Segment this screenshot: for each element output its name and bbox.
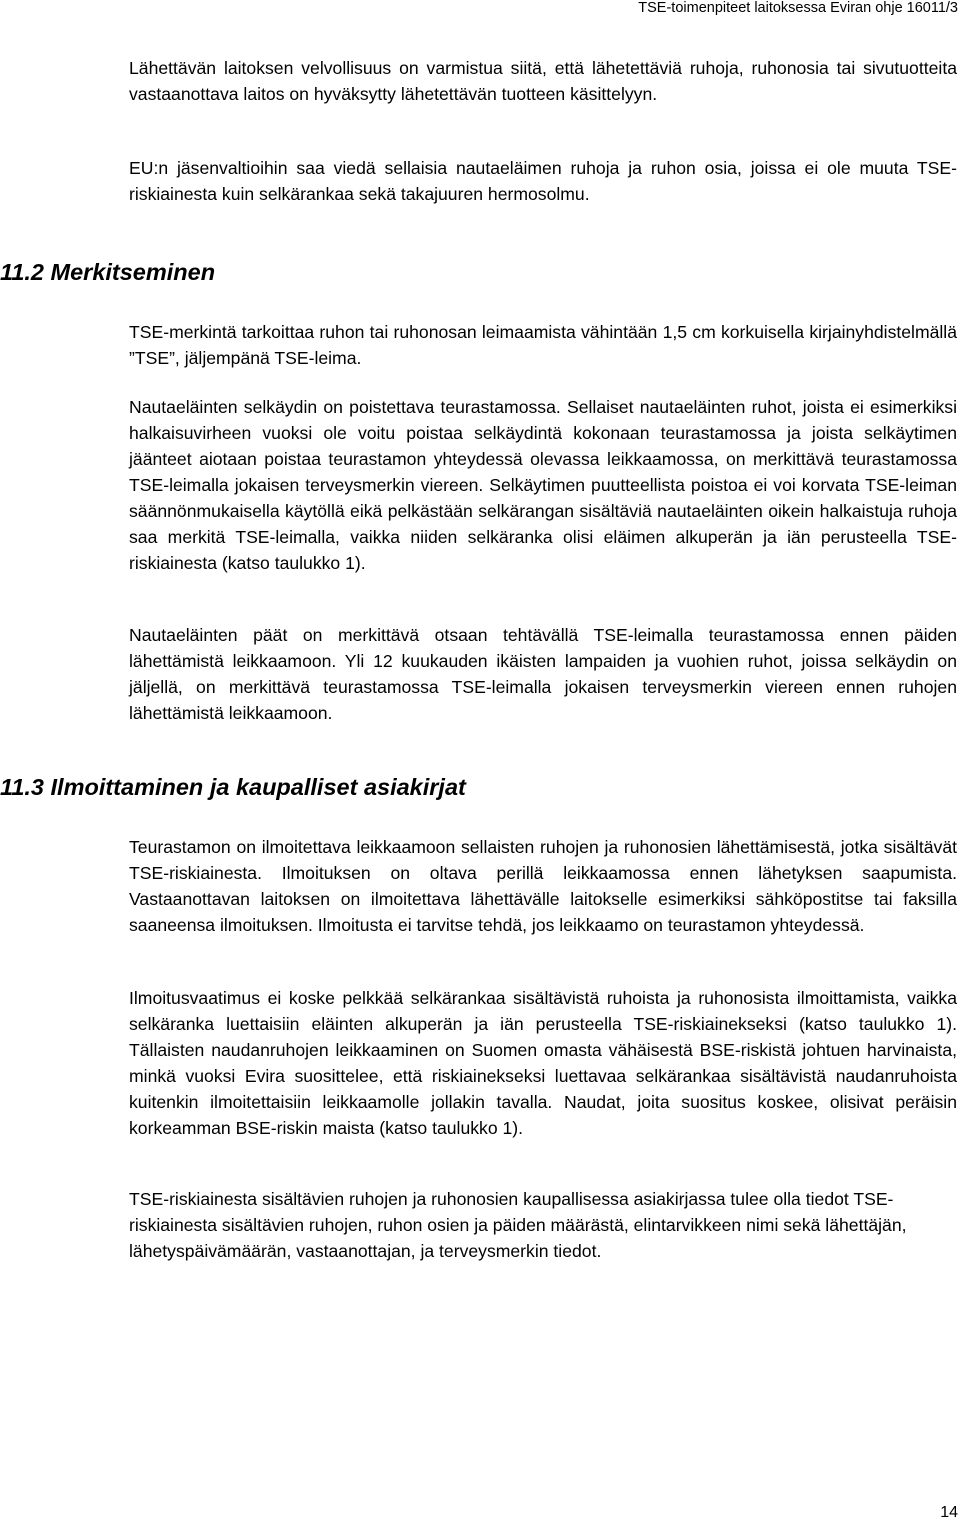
paragraph-notification: Teurastamon on ilmoitettava leikkaamoon sellaisten ruhojen ja ruhonosien lähettämisestä, jotka sisältävät TSE-riskiainesta. Ilmoituksen on oltava perillä leikkaamossa ennen lähetyksen saapumista. Vastaanottavan laitoksen on ilmoitettava lähettävälle laitokselle esimerkiksi sähköpostitse tai faksilla saaneensa ilmoituksen. Ilmoitusta ei tarvitse tehdä, jos leikkaamo on teurastamon yhteydessä. (129, 837, 957, 935)
page-number: 14 (940, 1504, 958, 1521)
paragraph-notification-exemption: Ilmoitusvaatimus ei koske pelkkää selkärankaa sisältävistä ruhoista ja ruhonosista ilmoittamista, vaikka selkäranka luettaisiin eläinten alkuperän ja iän perusteella TSE-riskiainekseksi (katso taulukko 1). Tällaisten naudanruhojen leikkaaminen on Suomen omasta vähäisestä BSE-riskistä johtuen harvinaista, minkä vuoksi Evira suosittelee, että riskiainekseksi luettavaa selkärankaa sisältävistä naudanruhoista kuitenkin ilmoitettaisiin leikkaamolle jollakin tavalla. Naudat, joita suositus koskee, olisivat peräisin korkeamman BSE-riskin maista (katso taulukko 1). (129, 988, 957, 1138)
paragraph-commercial-documents: TSE-riskiainesta sisältävien ruhojen ja ruhonosien kaupallisessa asiakirjassa tulee olla tiedot TSE-riskiainesta sisältävien ruhojen, ruhon osien ja päiden määrästä, elintarvikkeen nimi sekä lähettäjän, lähetyspäivämäärän, vastaanottajan, ja terveysmerkin tiedot. (129, 1189, 907, 1261)
running-header: TSE-toimenpiteet laitoksessa Eviran ohje 16011/3 (638, 0, 958, 16)
paragraph-tse-marking: TSE-merkintä tarkoittaa ruhon tai ruhonosan leimaamista vähintään 1,5 cm korkuisella kirjainyhdistelmällä ”TSE”, jäljempänä TSE-leima. (129, 322, 957, 368)
paragraph-sender-obligation: Lähettävän laitoksen velvollisuus on varmistua siitä, että lähetettäviä ruhoja, ruhonosia tai sivutuotteita vastaanottava laitos on hyväksytty lähetettävän tuotteen käsittelyyn. (129, 58, 957, 104)
section-heading-11-2: 11.2 Merkitseminen (0, 259, 216, 285)
paragraph-head-marking: Nautaeläinten päät on merkittävä otsaan tehtävällä TSE-leimalla teurastamossa ennen päiden lähettämistä leikkaamoon. Yli 12 kuukauden ikäisten lampaiden ja vuohien ruhot, joissa selkäydin on jäljellä, on merkittävä teurastamossa TSE-leimalla jokaisen terveysmerkin viereen ennen ruhojen lähettämistä leikkaamoon. (129, 625, 957, 723)
paragraph-eu-export: EU:n jäsenvaltioihin saa viedä sellaisia nautaeläimen ruhoja ja ruhon osia, joissa ei ole muuta TSE-riskiainesta kuin selkärankaa sekä takajuuren hermosolmu. (129, 158, 957, 204)
paragraph-spinal-cord-removal: Nautaeläinten selkäydin on poistettava teurastamossa. Sellaiset nautaeläinten ruhot, joista ei esimerkiksi halkaisuvirheen vuoksi ole voitu poistaa selkäydintä kokonaan teurastamossa ja joista selkäytimen jäänteet aiotaan poistaa teurastamon yhteydessä olevassa leikkaamossa, on merkittävä teurastamossa TSE-leimalla jokaisen terveysmerkin viereen. Selkäytimen puutteellista poistoa ei voi korvata TSE-leiman säännönmukaisella käytöllä eikä pelkästään selkärangan sisältäviä nautaeläinten oikein halkaistuja ruhoja saa merkitä TSE-leimalla, vaikka niiden selkäranka olisi eläimen alkuperän ja iän perusteella TSE-riskiainesta (katso taulukko 1). (129, 397, 957, 573)
section-heading-11-3: 11.3 Ilmoittaminen ja kaupalliset asiakirjat (0, 774, 466, 800)
